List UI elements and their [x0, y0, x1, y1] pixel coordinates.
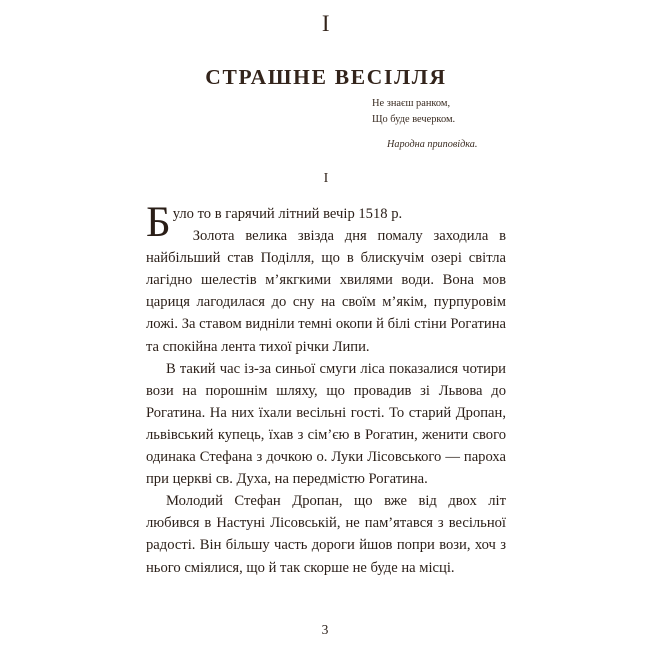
paragraph-3: Молодий Стефан Дропан, що вже від двох літ любився в Настуні Лісовській, не пам’ятався з весільної радості. Він більшу часть дороги йшов попри вози, хоч з нього сміялися, що й так скорше не буде на місці. — [146, 493, 506, 576]
epigraph — [372, 96, 506, 152]
paragraph-2: В такий час із-за синьої смуги ліса показалися чотири вози на порошнім шляху, що провадив зі Львова до Рогатина. На них їхали весільні гості. То старий Дропан, львівський купець, їхав з сім’єю в Рогатин, женити свого одинака Стефана з дочкою о. Луки Лісовського — пароха при церкві св. Духа, на передмістю Рогатина. — [146, 360, 506, 488]
epigraph-line-1: Не знаєш ранком, — [372, 98, 451, 109]
page-number: 3 — [321, 622, 329, 637]
chapter-numeral: I — [321, 11, 331, 36]
body-text — [146, 199, 506, 579]
epigraph-source: Народна приповідка. — [387, 138, 478, 150]
paragraph-1-lead: уло то в гарячий літний вечір 1518 р. — [172, 206, 403, 222]
section-numeral: I — [323, 171, 329, 186]
chapter-title: СТРАШНЕ ВЕСІЛЛЯ — [205, 65, 447, 90]
paragraph-1 — [146, 199, 506, 358]
paragraph-1-rest: Золота велика звізда дня помалу заходила в найбільший став Поділля, що в блискучім озері світла лагідно шелестів м’якгкими хвилями води. Вона мов цариця лагодилася до сну на своїм м’якім, пурпуровім ложі. За ставом видніли темні окопи й білі стіни Рогатина та спокійна лента тихої річки Липи. — [146, 228, 506, 355]
epigraph-line-2: Що буде вечерком. — [372, 113, 456, 125]
drop-cap: Б — [146, 199, 171, 246]
